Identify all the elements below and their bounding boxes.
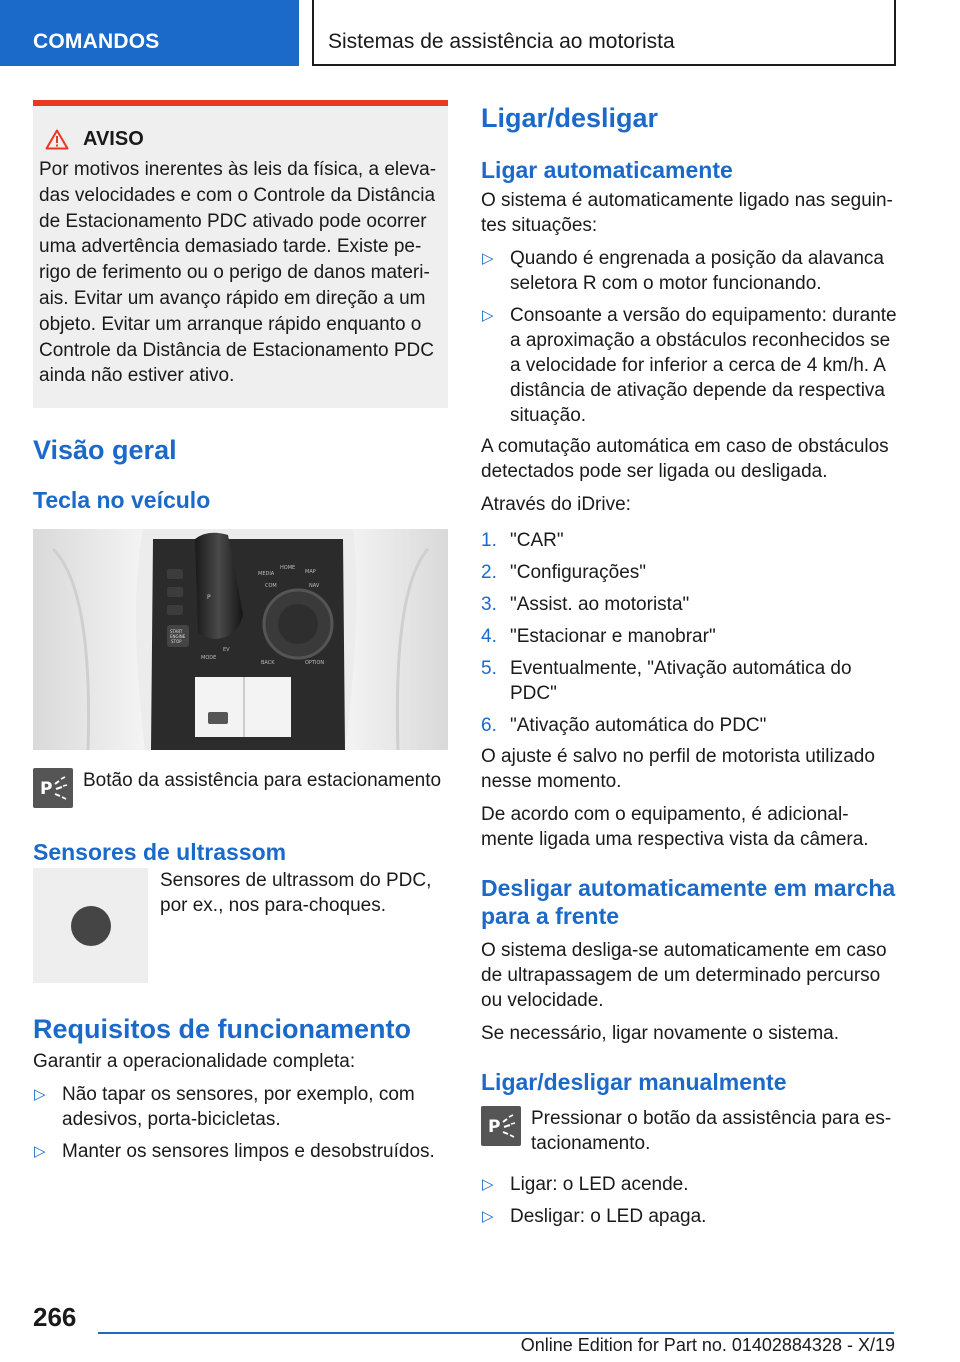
chapter-title-box bbox=[312, 0, 896, 66]
console-media-label: MEDIA bbox=[258, 571, 275, 577]
profile-saved-text: O ajuste é salvo no perfil de motorista utilizado nesse momento. bbox=[481, 746, 875, 792]
sensor-image bbox=[33, 868, 148, 983]
console-com-label: COM bbox=[265, 583, 277, 589]
bullet-triangle-icon: ▷ bbox=[482, 250, 494, 267]
footer-divider bbox=[98, 1332, 894, 1334]
sensor-icon bbox=[71, 906, 111, 946]
list-item: ▷ Ligar: o LED acende. bbox=[482, 1174, 689, 1195]
warning-title bbox=[45, 128, 440, 151]
ultrasound-row bbox=[33, 868, 448, 983]
center-console-image bbox=[33, 529, 448, 750]
onoff-heading: Ligar/desligar bbox=[481, 103, 659, 133]
section-tab bbox=[0, 0, 299, 66]
manual-heading: Ligar/desligar manualmente bbox=[481, 1069, 787, 1095]
console-home-label: HOME bbox=[280, 565, 296, 571]
svg-text:P: P bbox=[40, 779, 53, 799]
edition-note: Online Edition for Part no. 01402884328 - X/19 bbox=[520, 1335, 895, 1355]
center-console-illustration bbox=[33, 529, 448, 750]
button-caption-row bbox=[33, 768, 448, 808]
warning-box bbox=[33, 100, 448, 408]
bullet-triangle-icon: ▷ bbox=[34, 1143, 46, 1160]
right-column bbox=[481, 100, 899, 1236]
ultrasound-heading: Sensores de ultrassom bbox=[33, 839, 287, 865]
forward-off-text: O sistema desliga-se automaticamente em caso de ultrapassagem de um determinado percurso ou velocidade. bbox=[481, 940, 887, 1011]
page-footer bbox=[0, 1290, 960, 1362]
svg-text:P: P bbox=[488, 1117, 501, 1137]
warning-title-text: AVISO bbox=[83, 128, 144, 150]
left-column bbox=[33, 100, 448, 1171]
list-item: 5. Eventualmente, "Ativação automática do PDC" bbox=[481, 658, 852, 704]
list-item: ▷ Não tapar os sensores, por exemplo, com adesivos, porta-bicicletas. bbox=[34, 1084, 415, 1130]
overview-heading: Visão geral bbox=[33, 435, 177, 465]
auto-on-heading: Ligar automaticamente bbox=[481, 157, 733, 183]
console-stop-label: STOP bbox=[171, 639, 182, 644]
console-option-label: OPTION bbox=[305, 660, 325, 666]
vehicle-button-heading: Tecla no veículo bbox=[33, 487, 211, 513]
console-nav-label: NAV bbox=[309, 583, 320, 589]
requirements-heading: Requisitos de funcionamento bbox=[33, 1014, 412, 1044]
ultrasound-text: Sensores de ultrassom do PDC, por ex., nos para-choques. bbox=[160, 870, 432, 916]
bullet-triangle-icon: ▷ bbox=[482, 1176, 494, 1193]
bullet-triangle-icon: ▷ bbox=[482, 1208, 494, 1225]
idrive-intro: Através do iDrive: bbox=[481, 494, 631, 515]
page-number: 266 bbox=[33, 1302, 77, 1332]
section-label: COMANDOS bbox=[33, 30, 160, 53]
button-caption: Botão da assistência para estacionamento bbox=[83, 770, 442, 791]
manual-list bbox=[481, 1172, 899, 1229]
list-item: 3. "Assist. ao motorista" bbox=[481, 594, 690, 615]
list-item: 2. "Configurações" bbox=[481, 562, 647, 583]
camera-text: De acordo com o equipamento, é adicional-mente ligada uma respectiva vista da câmera. bbox=[481, 804, 869, 850]
manual-text: Pressionar o botão da assistência para es-tacionamento. bbox=[531, 1108, 892, 1154]
park-assist-button-icon bbox=[33, 768, 73, 808]
list-item: 4. "Estacionar e manobrar" bbox=[481, 626, 716, 647]
list-item: 6. "Ativação automática do PDC" bbox=[481, 715, 767, 736]
park-assist-button-icon bbox=[481, 1106, 521, 1146]
chapter-title: Sistemas de assistência ao motorista bbox=[328, 30, 675, 53]
list-item: ▷ Manter os sensores limpos e desobstruídos. bbox=[34, 1141, 435, 1162]
console-start-label: START bbox=[170, 629, 183, 634]
console-map-label: MAP bbox=[305, 569, 316, 575]
console-mode-label: MODE bbox=[201, 655, 217, 661]
requirements-intro: Garantir a operacionalidade completa: bbox=[33, 1051, 356, 1072]
list-item: ▷ Consoante a versão do equipamento: durante a aproximação a obstáculos reconhecidos se a velocidade for inferior a cerca de 4 km/h. A distância de ativação depende da respectiva situação. bbox=[482, 305, 897, 426]
auto-on-intro: O sistema é automaticamente ligado nas seguin-tes situações: bbox=[481, 190, 893, 236]
idrive-steps bbox=[481, 528, 899, 738]
warning-text: Por motivos inerentes às leis da física, a eleva-das velocidades e com o Controle da Distância de Estacionamento PDC ativado pode ocorrer uma advertência demasiado tarde. Existe pe-rigo de ferimento ou o perigo de danos materi-ais. Evitar um avanço rápido em direção a um objeto. Evitar um arranque rápido enquanto o Controle da Distância de Estacionamento PDC ainda não estiver ativo. bbox=[39, 159, 437, 387]
console-back-label: BACK bbox=[261, 660, 275, 666]
auto-on-list bbox=[481, 246, 899, 428]
console-ev-label: EV bbox=[223, 647, 230, 653]
warning-triangle-icon bbox=[45, 129, 69, 150]
requirements-list bbox=[33, 1082, 448, 1164]
console-engine-label: ENGINE bbox=[170, 634, 186, 639]
bullet-triangle-icon: ▷ bbox=[34, 1086, 46, 1103]
page-header bbox=[0, 0, 960, 66]
reactivate-text: Se necessário, ligar novamente o sistema. bbox=[481, 1023, 840, 1044]
manual-row bbox=[481, 1106, 899, 1156]
console-p-label: P bbox=[207, 594, 211, 601]
auto-switch-text: A comutação automática em caso de obstáculos detectados pode ser ligada ou desligada. bbox=[481, 436, 889, 482]
forward-off-heading: Desligar automaticamente em marcha para a frente bbox=[481, 875, 896, 929]
list-item: 1. "CAR" bbox=[481, 530, 564, 551]
list-item: ▷ Quando é engrenada a posição da alavanca seletora R com o motor funcionando. bbox=[482, 248, 884, 294]
bullet-triangle-icon: ▷ bbox=[482, 307, 494, 324]
list-item: ▷ Desligar: o LED apaga. bbox=[482, 1206, 707, 1227]
